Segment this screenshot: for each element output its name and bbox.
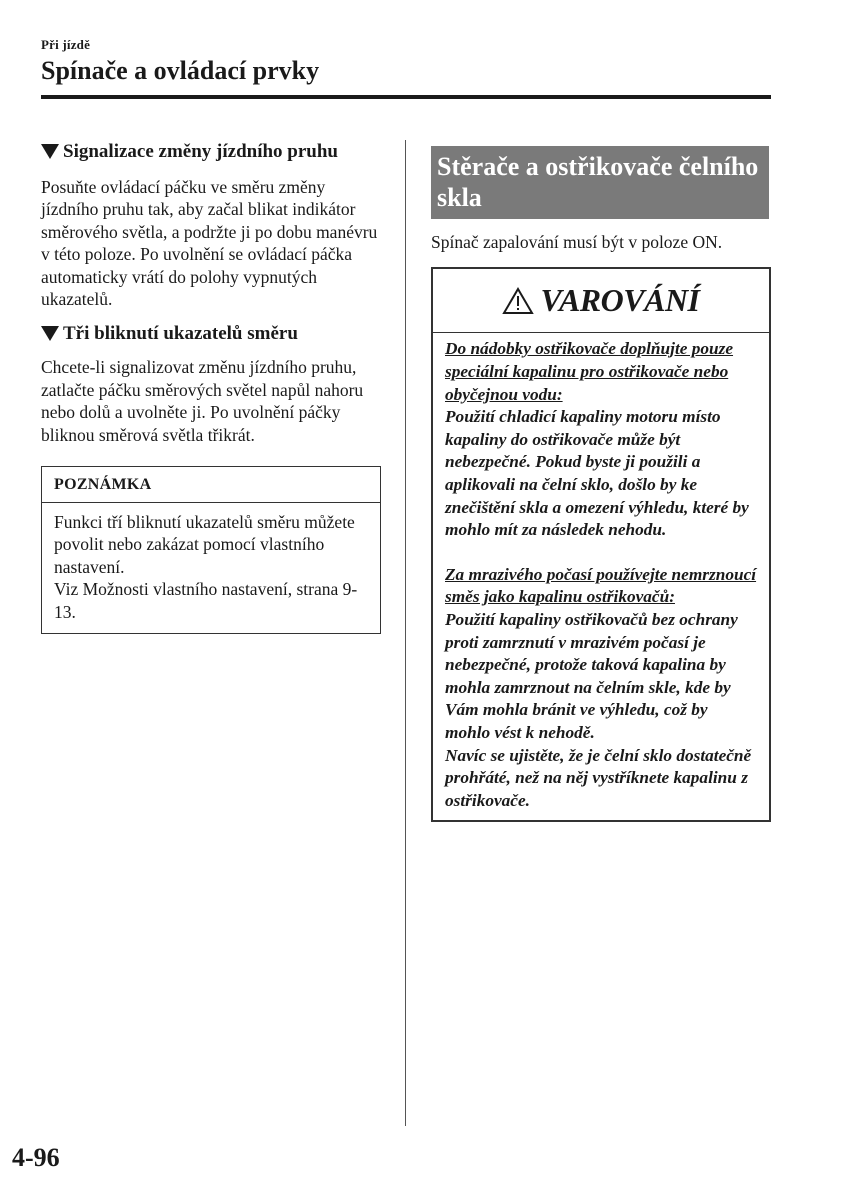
note-body — [42, 503, 380, 633]
section-heading-lane-change — [41, 140, 381, 164]
wipers-intro: Spínač zapalování musí být v poloze ON. — [431, 232, 723, 252]
warning-title: VAROVÁNÍ — [540, 282, 700, 319]
warning-triangle-icon — [502, 287, 534, 315]
warning-instruction-2: Za mrazivého počasí používejte nemrznoucí směs jako kapalinu ostřikovačů: — [445, 564, 757, 607]
section-heading-text: Tři bliknutí ukazatelů směru — [63, 323, 298, 345]
note-text: Funkci tří bliknutí ukazatelů směru můžete povolit nebo zakázat pomocí vlastního nastavení. — [54, 512, 355, 577]
right-column — [431, 146, 771, 822]
section-heading-wipers: Stěrače a ostřikovače čelního skla — [431, 146, 769, 219]
section-text-lane-change: Posuňte ovládací páčku ve směru změny jízdního pruhu tak, aby začal blikat indikátor směrového světla, a podržte ji po dobu manévru v této poloze. Po uvolnění se ovládací páčka automaticky vrátí do polohy vypnutých ukazatelů. — [41, 177, 378, 310]
note-box — [41, 466, 381, 634]
warning-explanation-3: Navíc se ujistěte, že je čelní sklo dostatečně prohřáté, než na něj vystříknete kapalinu z ostřikovače. — [445, 745, 752, 810]
warning-explanation-2: Použití kapaliny ostřikovačů bez ochrany proti zamrznutí v mrazivém počasí je nebezpečné, protože taková kapalina by mohla zamrznout na čelním skle, kde by Vám mohla bránit ve výhledu, což by mohlo vést k nehodě. — [445, 609, 738, 742]
page-number: 4-96 — [12, 1143, 60, 1172]
warning-box — [431, 267, 771, 822]
section-heading-triple-blink — [41, 322, 381, 346]
warning-body — [433, 333, 769, 820]
title-rule — [41, 95, 771, 99]
note-title: POZNÁMKA — [42, 467, 380, 503]
triangle-bullet-icon — [41, 144, 59, 159]
page-title: Spínače a ovládací prvky — [41, 56, 320, 85]
column-divider — [405, 140, 406, 1126]
warning-header — [433, 269, 769, 333]
note-reference: Viz Možnosti vlastního nastavení, strana 9-13. — [54, 579, 358, 622]
left-column — [41, 140, 381, 634]
warning-instruction-1: Do nádobky ostřikovače doplňujte pouze speciální kapalinu pro ostřikovače nebo obyčejnou vodu: — [445, 339, 734, 404]
section-heading-text: Signalizace změny jízdního pruhu — [63, 141, 338, 162]
breadcrumb: Při jízdě — [41, 37, 91, 52]
warning-explanation-1: Použití chladicí kapaliny motoru místo kapaliny do ostřikovače může být nebezpečné. Pokud byste ji použili a aplikovali na čelní sklo, došlo by ke znečištění skla a omezení výhledu, které by mohlo mít za následek nehodu. — [445, 407, 749, 540]
triangle-bullet-icon — [41, 326, 59, 341]
section-text-triple-blink: Chcete-li signalizovat změnu jízdního pruhu, zatlačte páčku směrových světel napůl nahoru nebo dolů a uvolněte ji. Po uvolnění páčky bliknou směrová světla třikrát. — [41, 357, 364, 445]
